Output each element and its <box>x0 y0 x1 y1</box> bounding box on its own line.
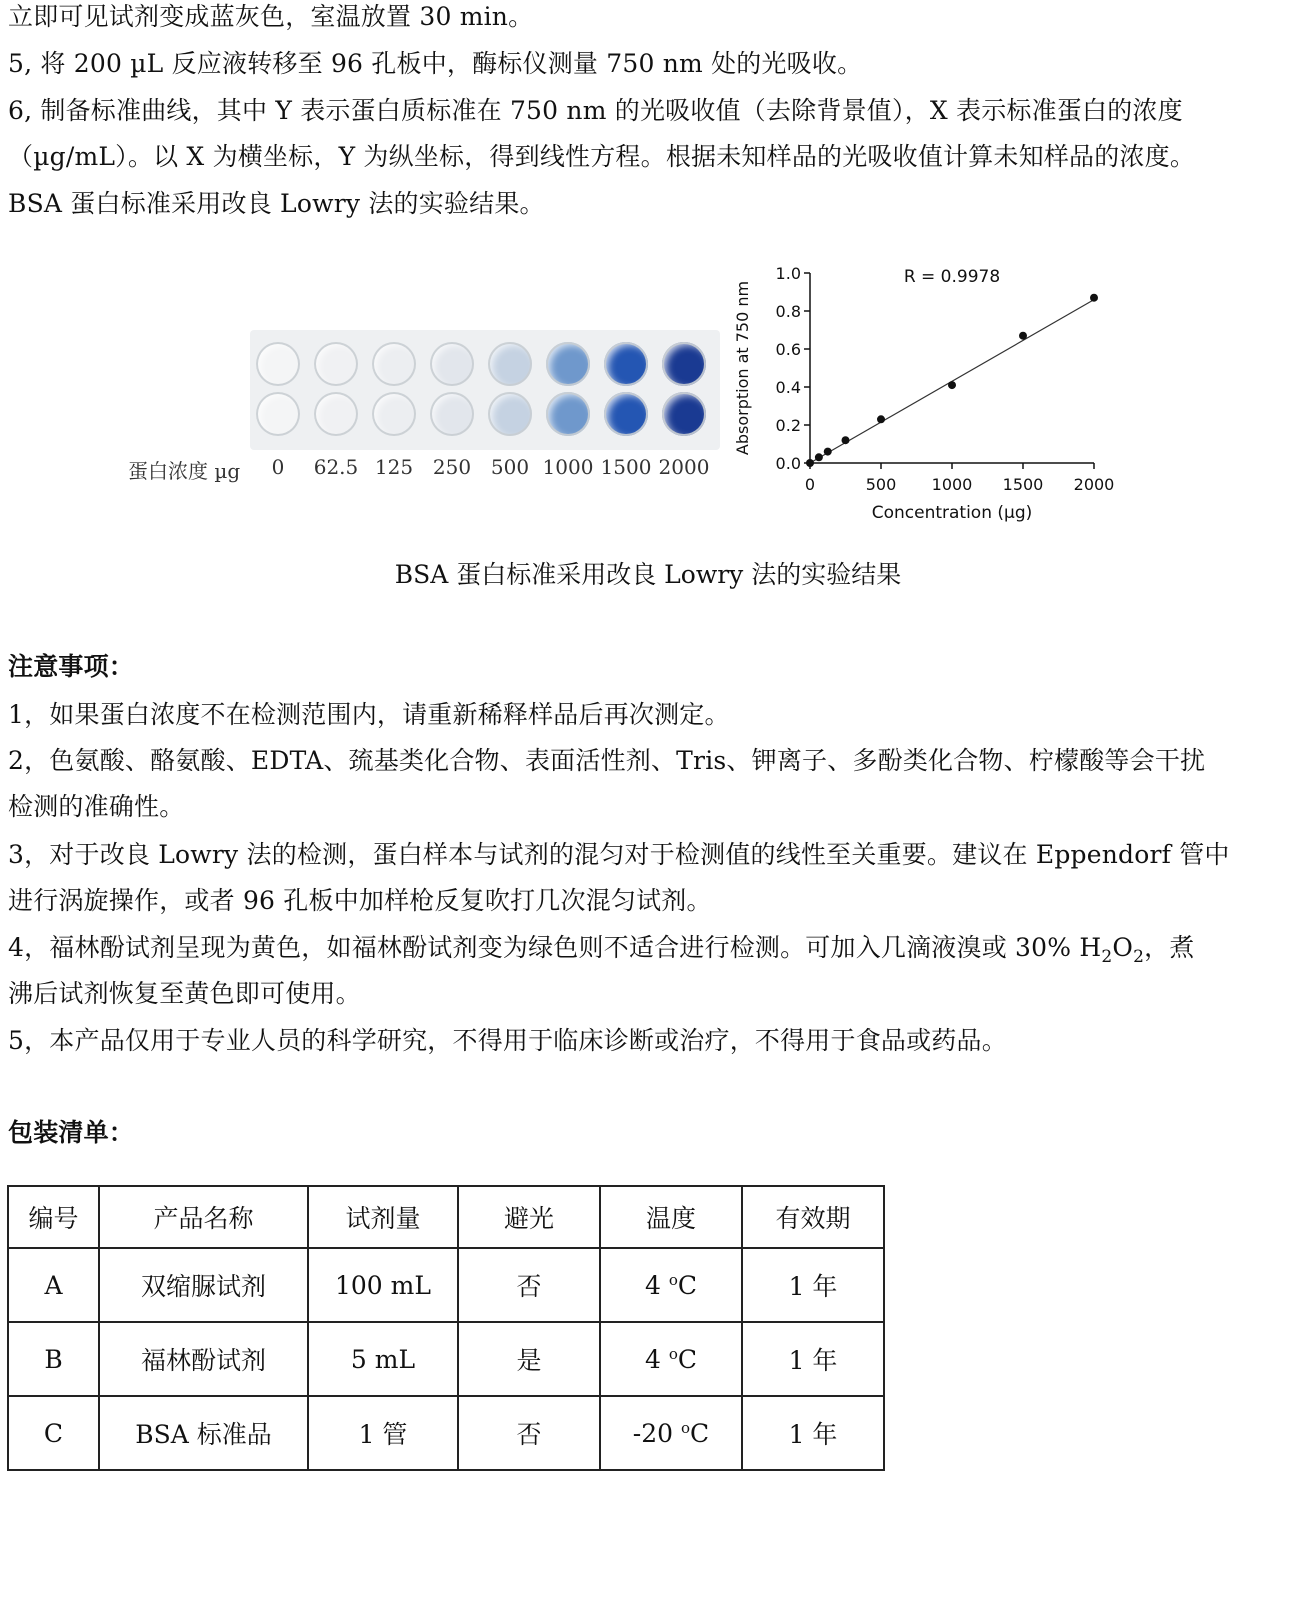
plate-well <box>546 342 590 386</box>
plate-well <box>314 342 358 386</box>
chart-xlabel: Concentration (µg) <box>871 503 1033 523</box>
temp-sup: o <box>681 1418 691 1437</box>
x-tick-label: 500 <box>865 475 897 494</box>
data-point <box>806 459 814 467</box>
header-name: 产品名称 <box>99 1186 308 1248</box>
plate-concentration-title: 蛋白浓度 µg <box>128 459 241 483</box>
header-expiry: 有效期 <box>742 1186 884 1248</box>
data-point <box>815 453 823 461</box>
temp-num: 4 <box>644 1344 669 1374</box>
temp-sup: o <box>668 1270 678 1289</box>
cell-dark: 是 <box>458 1322 600 1396</box>
y-tick-label: 0.8 <box>775 302 801 321</box>
data-point <box>1090 294 1098 302</box>
note-3-line-1: 3，对于改良 Lowry 法的检测，蛋白样本与试剂的混匀对于检测值的线性至关重要。建议在 Eppendorf 管中 <box>8 840 1230 869</box>
cell-dark: 否 <box>458 1396 600 1470</box>
cell-id: C <box>8 1396 99 1470</box>
figure-caption: BSA 蛋白标准采用改良 Lowry 法的实验结果 <box>394 560 902 589</box>
temp-unit: C <box>677 1270 698 1300</box>
plate-well <box>314 392 358 436</box>
note-2-line-2: 检测的准确性。 <box>8 792 185 821</box>
header-amount: 试剂量 <box>308 1186 458 1248</box>
plate-well <box>430 342 474 386</box>
bsa-figure <box>0 260 1296 560</box>
cell-name: 福林酚试剂 <box>99 1322 308 1396</box>
intro-line-3: 6, 制备标准曲线，其中 Y 表示蛋白质标准在 750 nm 的光吸收值（去除背景值），X 表示标准蛋白的浓度 <box>8 96 1183 125</box>
temp-unit: C <box>677 1344 698 1374</box>
plate-well <box>430 392 474 436</box>
plate-concentration-label: 0 <box>271 455 285 479</box>
plate-concentration-label: 500 <box>490 455 530 479</box>
header-temp: 温度 <box>600 1186 742 1248</box>
note-3-line-2: 进行涡旋操作，或者 96 孔板中加样枪反复吹打几次混匀试剂。 <box>8 886 712 915</box>
data-point <box>1019 332 1027 340</box>
intro-line-2: 5, 将 200 µL 反应液转移至 96 孔板中，酶标仪测量 750 nm 处的光吸收。 <box>8 49 863 78</box>
temp-sup: o <box>668 1344 678 1363</box>
x-tick-label: 1500 <box>1002 475 1044 494</box>
cell-name: 双缩脲试剂 <box>99 1248 308 1322</box>
plate-well <box>372 392 416 436</box>
chart-ylabel: Absorption at 750 nm <box>733 280 752 456</box>
plate-well <box>488 392 532 436</box>
note-4-sub-1: 2 <box>1101 947 1113 967</box>
cell-amount: 1 管 <box>308 1396 458 1470</box>
data-point <box>824 448 832 456</box>
y-tick-label: 0.2 <box>775 416 801 435</box>
cell-amount: 5 mL <box>308 1322 458 1396</box>
y-tick-label: 0.4 <box>775 378 801 397</box>
packing-table <box>7 1185 885 1471</box>
y-tick-label: 0.6 <box>775 340 801 359</box>
cell-temp <box>600 1322 742 1396</box>
x-tick-label: 2000 <box>1073 475 1115 494</box>
plate-well <box>604 392 648 436</box>
intro-line-1: 立即可见试剂变成蓝灰色，室温放置 30 min。 <box>8 2 534 31</box>
chart-title: R = 0.9978 <box>903 267 1001 287</box>
cell-temp <box>600 1248 742 1322</box>
plate-concentration-label: 1000 <box>542 455 594 479</box>
intro-line-5: BSA 蛋白标准采用改良 Lowry 法的实验结果。 <box>8 189 545 218</box>
plate-concentration-label: 62.5 <box>313 455 359 479</box>
note-5: 5，本产品仅用于专业人员的科学研究，不得用于临床诊断或治疗，不得用于食品或药品。 <box>8 1026 1007 1055</box>
temp-num: 4 <box>644 1270 669 1300</box>
table-header-row <box>8 1186 884 1248</box>
table-row <box>8 1396 884 1470</box>
y-tick-label: 1.0 <box>775 264 801 283</box>
cell-temp <box>600 1396 742 1470</box>
temp-num: -20 <box>632 1418 682 1448</box>
data-point <box>842 436 850 444</box>
data-point <box>948 381 956 389</box>
plate-concentration-label: 2000 <box>658 455 710 479</box>
note-4-line-2: 沸后试剂恢复至黄色即可使用。 <box>8 979 361 1008</box>
plate-concentration-label: 1500 <box>600 455 652 479</box>
y-tick-label: 0.0 <box>775 454 801 473</box>
plate-well <box>256 392 300 436</box>
note-1: 1，如果蛋白浓度不在检测范围内，请重新稀释样品后再次测定。 <box>8 700 730 729</box>
plate-concentration-label: 125 <box>374 455 414 479</box>
note-2-line-1: 2，色氨酸、酪氨酸、EDTA、巯基类化合物、表面活性剂、Tris、钾离子、多酚类化合物、柠檬酸等会干扰 <box>8 746 1206 775</box>
plate-well <box>546 392 590 436</box>
cell-amount: 100 mL <box>308 1248 458 1322</box>
plate-well <box>662 392 706 436</box>
note-4-text-o: O <box>1112 933 1134 962</box>
x-tick-label: 1000 <box>931 475 973 494</box>
standard-curve-chart <box>730 260 1150 535</box>
x-tick-label: 0 <box>804 475 816 494</box>
note-4-sub-2: 2 <box>1133 947 1145 967</box>
cell-id: B <box>8 1322 99 1396</box>
intro-line-4: （µg/mL）。以 X 为横坐标，Y 为纵坐标，得到线性方程。根据未知样品的光吸收值计算未知样品的浓度。 <box>8 142 1196 171</box>
cell-id: A <box>8 1248 99 1322</box>
cell-name: BSA 标准品 <box>99 1396 308 1470</box>
note-4-line-1 <box>8 933 1195 966</box>
cell-expiry: 1 年 <box>742 1396 884 1470</box>
plate-well <box>604 342 648 386</box>
cell-expiry: 1 年 <box>742 1322 884 1396</box>
header-dark: 避光 <box>458 1186 600 1248</box>
table-row <box>8 1248 884 1322</box>
plate-well <box>488 342 532 386</box>
table-row <box>8 1322 884 1396</box>
note-4-text-b: ，煮 <box>1144 933 1195 962</box>
data-point <box>877 415 885 423</box>
temp-unit: C <box>690 1418 710 1448</box>
plate-well <box>256 342 300 386</box>
plate-concentration-label: 250 <box>432 455 472 479</box>
well-plate <box>250 330 720 450</box>
cell-dark: 否 <box>458 1248 600 1322</box>
packing-heading: 包装清单： <box>8 1118 135 1147</box>
note-4-text-a: 4，福林酚试剂呈现为黄色，如福林酚试剂变为绿色则不适合进行检测。可加入几滴液溴或 30% H <box>8 933 1102 962</box>
header-id: 编号 <box>8 1186 99 1248</box>
notes-heading: 注意事项： <box>8 652 135 681</box>
cell-expiry: 1 年 <box>742 1248 884 1322</box>
plate-well <box>372 342 416 386</box>
plate-well <box>662 342 706 386</box>
